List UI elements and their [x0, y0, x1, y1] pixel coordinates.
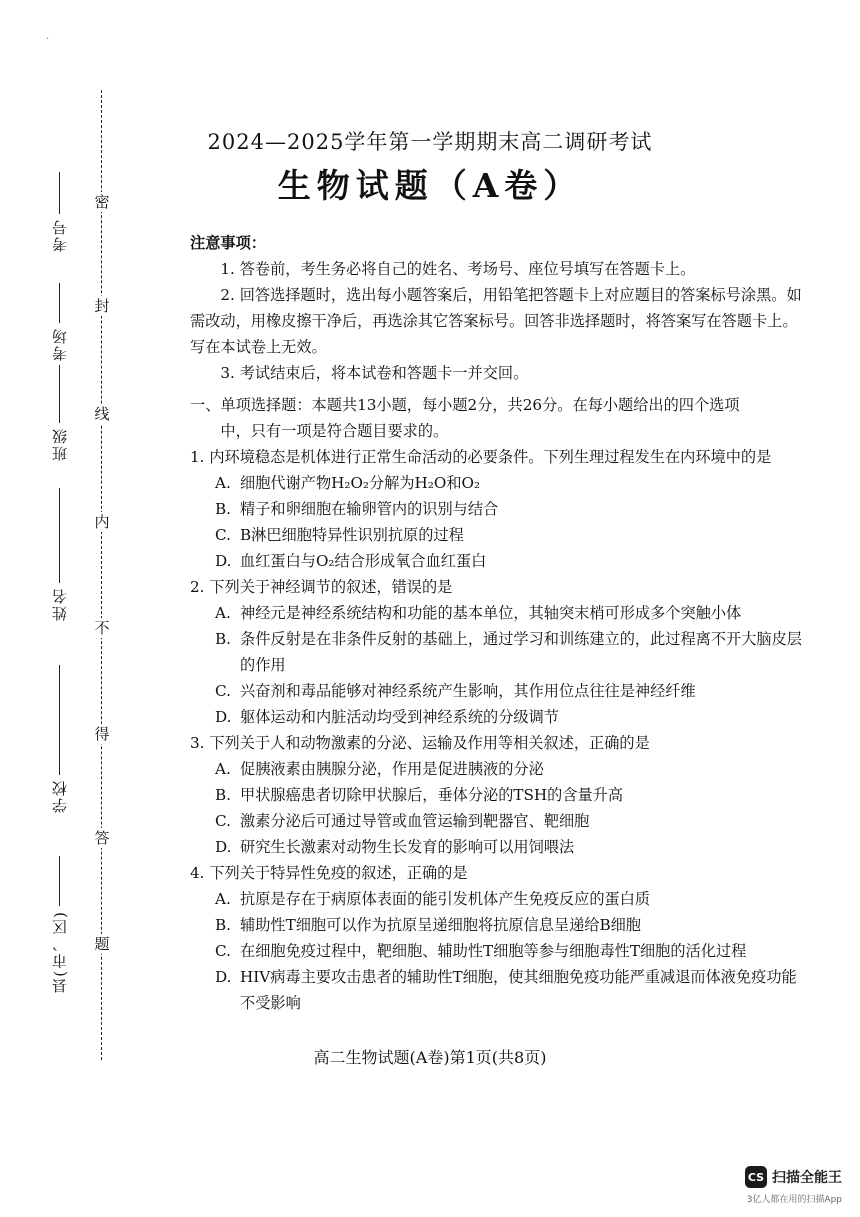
- option-text: 神经元是神经系统结构和功能的基本单位，其轴突末梢可形成多个突触小体: [240, 604, 742, 622]
- option-letter: D.: [215, 708, 232, 726]
- option: [190, 886, 810, 912]
- question: [190, 574, 810, 730]
- section-heading-line: 一、单项选择题：本题共13小题，每小题2分，共26分。在每小题给出的四个选项: [190, 396, 740, 414]
- option-text: 促胰液素由胰腺分泌，作用是促进胰液的分泌: [240, 760, 544, 778]
- seal-char: 封: [92, 296, 112, 316]
- seal-char: 答: [92, 828, 112, 848]
- exam-title: 2024—2025学年第一学期期末高二调研考试: [207, 130, 653, 154]
- option: [190, 834, 810, 860]
- option-text: 条件反射是在非条件反射的基础上，通过学习和训练建立的，此过程离不开大脑皮层的作用: [240, 630, 802, 674]
- seal-char: 不: [92, 618, 112, 638]
- field-class: [42, 365, 76, 461]
- seal-char: 密: [92, 192, 112, 212]
- option-letter: A.: [215, 604, 231, 622]
- option-text: 细胞代谢产物H₂O₂分解为H₂O和O₂: [240, 474, 481, 492]
- question-stem: 3. 下列关于人和动物激素的分泌、运输及作用等相关叙述，正确的是: [190, 734, 650, 752]
- section-heading-line: 中，只有一项是符合题目要求的。: [220, 422, 449, 440]
- field-school: [42, 665, 76, 813]
- seal-char: 得: [92, 724, 112, 744]
- option: [190, 704, 810, 730]
- option-letter: B.: [215, 630, 231, 648]
- option-letter: B.: [215, 916, 231, 934]
- option: [190, 938, 810, 964]
- option-text: B淋巴细胞特异性识别抗原的过程: [240, 526, 464, 544]
- field-label: 班级: [50, 427, 69, 461]
- option-letter: D.: [215, 838, 232, 856]
- corner-mark: ·: [46, 34, 50, 45]
- option-letter: C.: [215, 682, 231, 700]
- option-letter: C.: [215, 942, 231, 960]
- option: [190, 912, 810, 938]
- question-stem: 2. 下列关于神经调节的叙述，错误的是: [190, 578, 453, 596]
- fill-blank: [59, 488, 60, 583]
- question-stem: 4. 下列关于特异性免疫的叙述，正确的是: [190, 864, 468, 882]
- fill-blank: [59, 365, 60, 423]
- camscanner-logo-icon: CS: [745, 1166, 767, 1188]
- field-label: 考号: [50, 218, 69, 252]
- option-text: 兴奋剂和毒品能够对神经系统产生影响，其作用位点往往是神经纤维: [240, 682, 696, 700]
- field-label: 学校: [50, 779, 69, 813]
- option-letter: B.: [215, 786, 231, 804]
- option-letter: D.: [215, 552, 232, 570]
- option-text: HIV病毒主要攻击患者的辅助性T细胞，使其细胞免疫功能严重减退而体液免疫功能不受影响: [240, 968, 797, 1012]
- field-exam-room: [42, 283, 76, 361]
- option-letter: C.: [215, 812, 231, 830]
- fill-blank: [59, 283, 60, 323]
- option-text: 辅助性T细胞可以作为抗原呈递细胞将抗原信息呈递给B细胞: [240, 916, 641, 934]
- option-letter: B.: [215, 500, 231, 518]
- option-letter: A.: [215, 890, 231, 908]
- option: [190, 782, 810, 808]
- notice-heading: 注意事项：: [190, 234, 266, 252]
- field-label: 姓名: [50, 587, 69, 621]
- option-text: 激素分泌后可通过导管或血管运输到靶器官、靶细胞: [240, 812, 590, 830]
- seal-char: 线: [92, 404, 112, 424]
- seal-dashed-line: [101, 90, 102, 1060]
- field-name: [42, 488, 76, 621]
- question: [190, 860, 810, 1016]
- fill-blank: [59, 856, 60, 906]
- option: [190, 600, 810, 626]
- option-letter: D.: [215, 968, 232, 986]
- option-text: 精子和卵细胞在输卵管内的识别与结合: [240, 500, 499, 518]
- option-text: 在细胞免疫过程中，靶细胞、辅助性T细胞等参与细胞毒性T细胞的活化过程: [240, 942, 747, 960]
- question: [190, 730, 810, 860]
- option: [190, 678, 810, 704]
- option-text: 抗原是存在于病原体表面的能引发机体产生免疫反应的蛋白质: [240, 890, 651, 908]
- scanner-app-name: 扫描全能王: [772, 1170, 842, 1186]
- scanner-watermark: [745, 1166, 842, 1188]
- option-text: 躯体运动和内脏活动均受到神经系统的分级调节: [240, 708, 559, 726]
- scanner-tagline: 3亿人都在用的扫描App: [746, 1195, 842, 1205]
- option: [190, 808, 810, 834]
- option-text: 甲状腺癌患者切除甲状腺后，垂体分泌的TSH的含量升高: [240, 786, 624, 804]
- field-label: 县(市、区): [50, 910, 69, 994]
- option: [190, 470, 810, 496]
- notice-item: 3. 考试结束后，将本试卷和答题卡一并交回。: [220, 364, 529, 382]
- exam-content: [190, 230, 810, 1016]
- option-letter: A.: [215, 760, 231, 778]
- subject-title: 生物试题（A卷）: [277, 166, 583, 205]
- question: [190, 444, 810, 574]
- fill-blank: [59, 665, 60, 775]
- notice-item: 2. 回答选择题时，选出每小题答案后，用铅笔把答题卡上对应题目的答案标号涂黑。如需改动，用橡皮擦干净后，再选涂其它答案标号。回答非选择题时，将答案写在答题卡上。写在本试卷上无效。: [190, 286, 802, 356]
- option-text: 血红蛋白与O₂结合形成氧合血红蛋白: [240, 552, 487, 570]
- seal-char: 内: [92, 512, 112, 532]
- option: [190, 548, 810, 574]
- page-footer: 高二生物试题(A卷)第1页(共8页): [313, 1048, 547, 1067]
- option: [190, 756, 810, 782]
- option: [190, 964, 810, 1016]
- field-county: [42, 856, 76, 994]
- option: [190, 626, 810, 678]
- seal-char: 题: [92, 934, 112, 954]
- option-text: 研究生长激素对动物生长发育的影响可以用饲喂法: [240, 838, 575, 856]
- field-label: 考场: [50, 327, 69, 361]
- section-heading: [190, 392, 810, 444]
- notice-item: 1. 答卷前，考生务必将自己的姓名、考场号、座位号填写在答题卡上。: [220, 260, 696, 278]
- question-stem: 1. 内环境稳态是机体进行正常生命活动的必要条件。下列生理过程发生在内环境中的是: [190, 448, 772, 466]
- option: [190, 522, 810, 548]
- option-letter: A.: [215, 474, 231, 492]
- option-letter: C.: [215, 526, 231, 544]
- option: [190, 496, 810, 522]
